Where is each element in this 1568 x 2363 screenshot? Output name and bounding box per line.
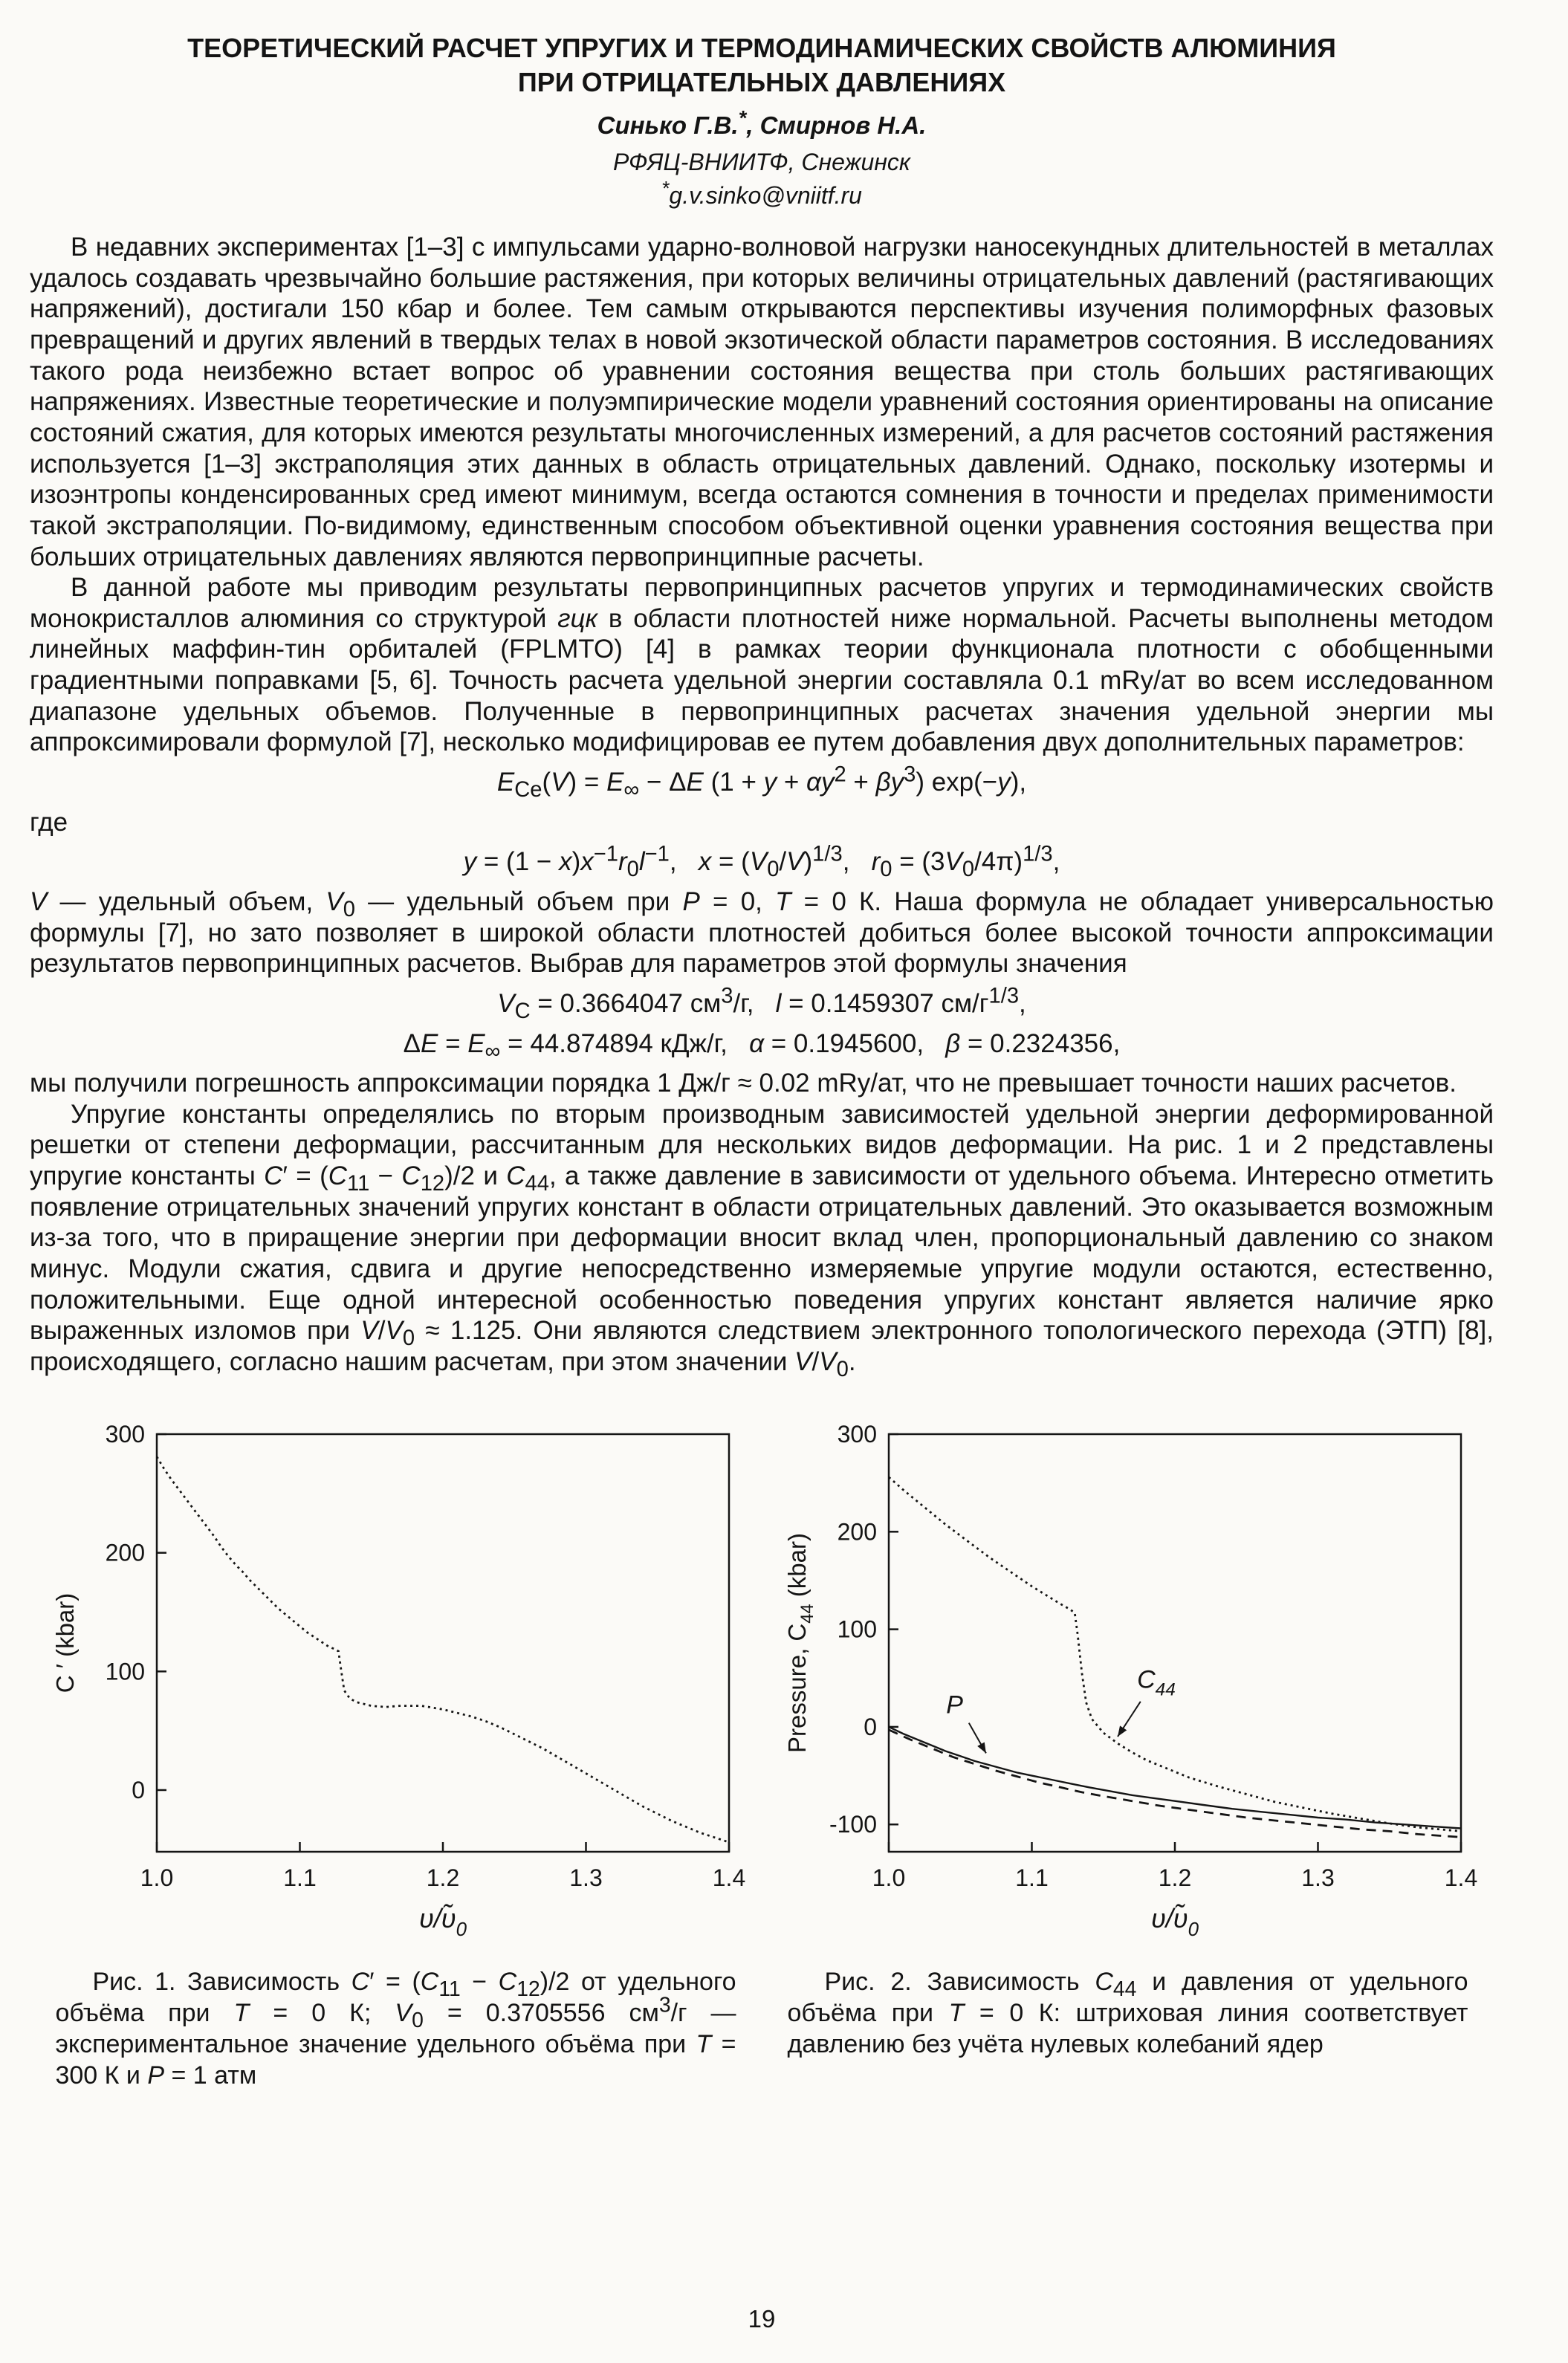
x-axis-label: $\upsilon/\upsiloñ_0$ <box>1150 1902 1199 1940</box>
title-line-2: ПРИ ОТРИЦАТЕЛЬНЫХ ДАВЛЕНИЯХ <box>517 67 1006 98</box>
x-tick-label: 1.2 <box>426 1864 459 1891</box>
y-axis-label: C ′ (kbar) <box>51 1592 79 1693</box>
paper-header <box>30 31 1494 210</box>
annotation-C44-label: $C_{44}$ <box>1136 1665 1176 1699</box>
paragraph-formula-discussion: V — удельный объем, $V_0$ — удельный объем при P = 0, T = 0 К. Наша формула не обладает универсальностью формулы [7], но зато позволяет в широкой области плотностей добиться более высокой точности аппроксимации результатов первопринципных расчетов. Выбрав для параметров этой формулы значения <box>30 886 1494 979</box>
where-label: где <box>30 807 68 837</box>
x-axis-label: $\upsilon/\upsiloñ_0$ <box>418 1902 467 1940</box>
equation-parameters-2: $\Delta E = E_\infty = 44.874894$ кДж/г, α = 0.1945600, β = 0.2324356, <box>403 1028 1121 1063</box>
article-body <box>30 232 1494 1381</box>
y-tick-label: 300 <box>105 1423 145 1448</box>
annotation-P-label: P <box>945 1691 963 1719</box>
figures-row <box>30 1424 1494 2092</box>
series-C-prime <box>157 1456 729 1842</box>
plot-frame <box>157 1434 729 1852</box>
equation-variables: $y = (1 - x)x^{-1}r_0l^{-1}$, $x = (V_0/V)^{1/3}$, $r_0 = (3V_0/4\pi)^{1/3}$, <box>463 842 1060 882</box>
series-P-without-zero-point-vibrations <box>889 1729 1461 1836</box>
series-P <box>889 1726 1461 1828</box>
paragraph-method: В данной работе мы приводим результаты первопринципных расчетов упругих и термодинамических свойств монокристаллов алюминия со структурой гцк в области плотностей ниже нормальной. Расчеты выполнены методом линейных маффин-тин орбиталей (FPLMTO) [4] в рамках теории функционала плотности с обобщенными градиентными поправками [5, 6]. Точность расчета удельной энергии составляла 0.1 mRy/ат во всем исследованном диапазоне удельных объемов. Полученные в первопринципных расчетах значения удельной энергии мы аппроксимировали формулой [7], несколько модифицировав ее путем добавления двух дополнительных параметров: <box>30 573 1494 757</box>
figure-2-chart <box>764 1424 1492 1944</box>
plot-frame <box>889 1434 1461 1852</box>
y-tick-label: 300 <box>837 1423 877 1448</box>
figure-1-chart <box>32 1424 760 1944</box>
y-tick-label: 200 <box>105 1539 145 1566</box>
y-tick-label: 0 <box>863 1713 877 1740</box>
paragraph-accuracy: мы получили погрешность аппроксимации порядка 1 Дж/г ≈ 0.02 mRy/ат, что не превышает точности наших расчетов. <box>30 1069 1457 1098</box>
figure-2-caption: Рис. 2. Зависимость $C_{44}$ и давления от удельного объёма при T = 0 К: штриховая линия соответствует давлению без учёта нулевых колебаний ядер <box>787 1967 1468 2058</box>
paragraph-introduction: В недавних экспериментах [1–3] с импульсами ударно-волновой нагрузки наносекундных длительностей в металлах удалось создавать чрезвычайно большие растяжения, при которых величины отрицательных давлений (растягивающих напряжений), достигали 150 кбар и более. Тем самым открываются перспективы изучения полиморфных фазовых превращений и других явлений в твердых телах в новой экзотической области параметров состояния. В исследованиях такого рода неизбежно встает вопрос об уравнении состояния вещества при столь больших растягивающих напряжениях. Известные теоретические и полуэмпирические модели уравнений состояния ориентированы на описание состояний сжатия, для которых имеются результаты многочисленных измерений, а для расчетов состояний растяжения используется [1–3] экстраполяция этих данных в область отрицательных давлений. Однако, поскольку изотермы и изоэнтропы конденсированных сред имеют минимум, всегда остаются сомнения в точности и пределах применимости такой экстраполяции. По-видимому, единственным способом объективной оценки уравнения состояния вещества при больших отрицательных давлениях являются первопринципные расчеты. <box>30 233 1494 571</box>
figure-1 <box>30 1424 762 2092</box>
y-tick-label: -100 <box>829 1810 877 1838</box>
paper-title <box>30 31 1494 100</box>
email-line: *g.v.sinko@vniitf.ru <box>661 177 862 210</box>
equation-parameters-1: $V_C = 0.3664047$ $см^3/г$, l = 0.1459307 $см/г^{1/3}$, <box>497 984 1026 1023</box>
y-tick-label: 200 <box>837 1517 877 1545</box>
series-C44 <box>889 1477 1461 1831</box>
authors-line: Синько Г.В.*, Смирнов Н.А. <box>597 106 927 140</box>
x-tick-label: 1.0 <box>872 1864 905 1891</box>
page-footer <box>30 2269 1494 2333</box>
figure-2 <box>762 1424 1494 2092</box>
equation-energy-approximation: $E_{Ce}(V) = E_\infty - \Delta E$ $(1 + y + \alpha y^2 + \beta y^3)$ exp(−y), <box>496 762 1027 803</box>
y-tick-label: 0 <box>131 1776 145 1803</box>
x-tick-label: 1.2 <box>1158 1864 1191 1891</box>
y-tick-label: 100 <box>105 1657 145 1685</box>
affiliation-line: РФЯЦ-ВНИИТФ, Снежинск <box>612 149 911 176</box>
figure-1-caption: Рис. 1. Зависимость $C' = (C_{11} - C_{12})/2$ от удельного объёма при T = 0 К; $V_0 = 0.3705556$ $см^3/г$ — экспериментальное значение удельного объёма при T = 300 К и P = 1 атм <box>55 1967 736 2090</box>
x-tick-label: 1.4 <box>1444 1864 1477 1891</box>
x-tick-label: 1.3 <box>1300 1864 1335 1891</box>
paragraph-elastic-constants: Упругие константы определялись по вторым производным зависимостей удельной энергии деформированной решетки от степени деформации, рассчитанным для нескольких видов деформации. На рис. 1 и 2 представлены упругие константы $C' = (C_{11} - C_{12})/2$ и $C_{44}$, а также давление в зависимости от удельного объема. Интересно отметить появление отрицательных значений упругих констант в области отрицательных давлений. Это оказывается возможным из-за того, что в приращение энергии при деформации вносит вклад член, пропорциональный давлению со знаком минус. Модули сжатия, сдвига и другие непосредственно измеряемые упругие модули остаются, естественно, положительными. Еще одной интересной особенностью поведения упругих констант является наличие ярко выраженных изломов при $V/V_0 \approx 1.125$. Они являются следствием электронного топологического перехода (ЭТП) [8], происходящего, согласно нашим расчетам, при этом значении $V/V_0$. <box>30 1099 1494 1381</box>
x-tick-label: 1.4 <box>712 1864 745 1891</box>
y-axis-label: Pressure, $C_{44}$ (kbar) <box>783 1532 817 1753</box>
y-tick-label: 100 <box>837 1615 877 1643</box>
page-number: 19 <box>748 2305 776 2333</box>
x-tick-label: 1.1 <box>1014 1864 1049 1891</box>
title-line-1: ТЕОРЕТИЧЕСКИЙ РАСЧЕТ УПРУГИХ И ТЕРМОДИНАМИЧЕСКИХ СВОЙСТВ АЛЮМИНИЯ <box>187 33 1336 63</box>
x-tick-label: 1.0 <box>140 1864 173 1891</box>
x-tick-label: 1.1 <box>282 1864 317 1891</box>
x-tick-label: 1.3 <box>568 1864 603 1891</box>
